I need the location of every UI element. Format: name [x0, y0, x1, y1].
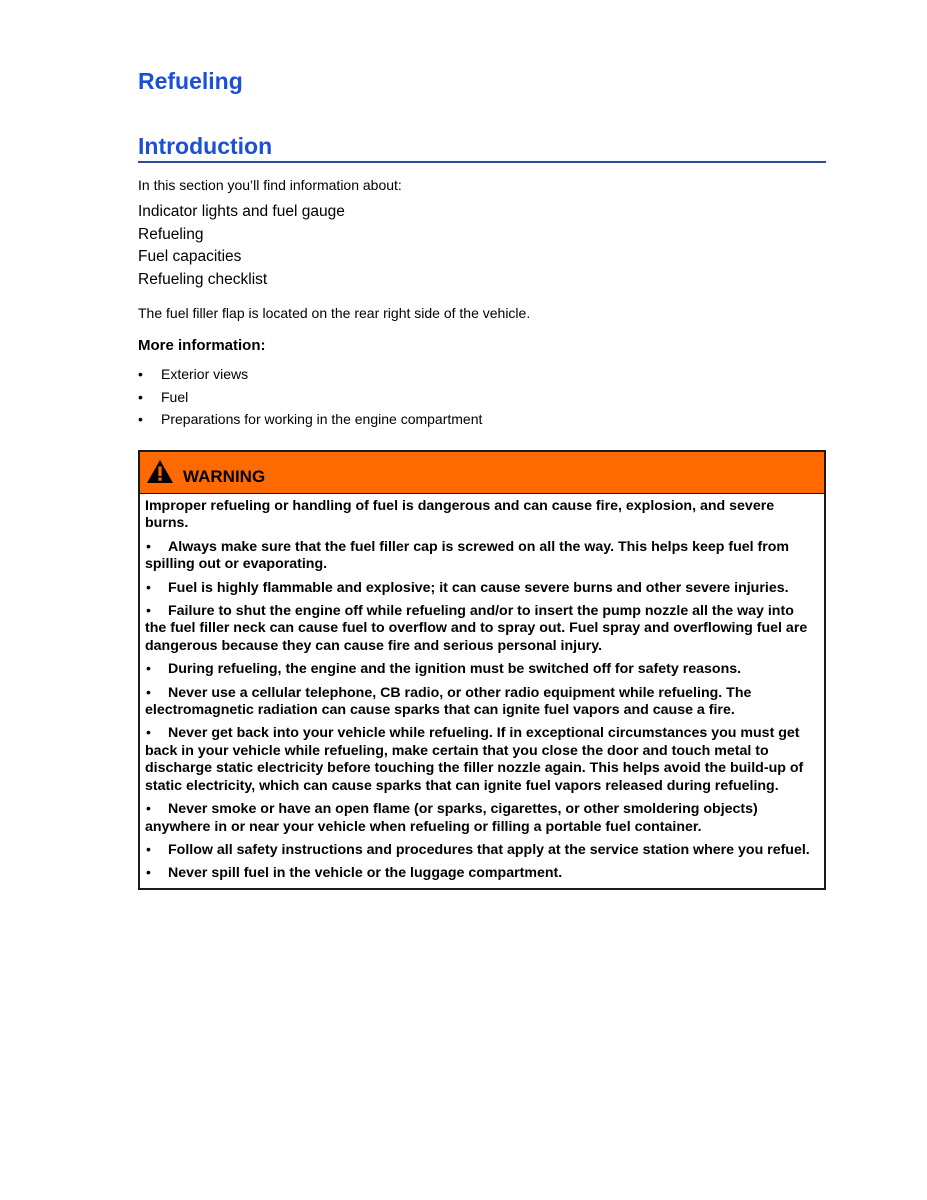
bullet: • [146, 602, 151, 619]
more-information-title: More information: [138, 337, 266, 354]
warning-item-text: Never get back into your vehicle while refueling. If in exceptional circumstances you must get back in your vehicle while refueling, make certain that you close the door and touch metal to discharge static electricity before touching the filler nozzle again. This helps avoid the build-up of static electricity, which can cause sparks that can ignite fuel vapors released during refueling. [145, 725, 804, 794]
warning-item [145, 800, 818, 836]
warning-item-text: Failure to shut the engine off while refueling and/or to insert the pump nozzle all the way into the fuel filler neck can cause fuel to overflow and to spray out. Fuel spray and overflowing fuel are dangerous because they can cause fire and serious personal injury. [145, 603, 808, 654]
warning-item [145, 724, 818, 795]
warning-item [145, 841, 818, 859]
warning-triangle-icon [146, 459, 174, 484]
intro-text: In this section you’ll find information about: [138, 177, 402, 193]
warning-lead: Improper refueling or handling of fuel is dangerous and can cause fire, explosion, and severe burns. [145, 498, 775, 532]
more-information-item-label: Preparations for working in the engine compartment [161, 411, 483, 427]
bullet: • [146, 864, 151, 881]
bullet: • [146, 578, 151, 595]
warning-item-text: Never spill fuel in the vehicle or the luggage compartment. [168, 865, 563, 882]
bullet: • [146, 724, 151, 741]
warning-item [145, 579, 818, 597]
bullet: • [146, 683, 151, 700]
bullet: • [138, 388, 143, 405]
warning-label: WARNING [183, 467, 266, 486]
warning-header [140, 452, 824, 494]
more-information-list [138, 363, 482, 431]
more-information-item-label: Fuel [161, 388, 189, 405]
bullet: • [138, 411, 143, 427]
topic-item[interactable]: Refueling checklist [138, 271, 268, 289]
warning-item-text: During refueling, the engine and the ignition must be switched off for safety reasons. [168, 661, 742, 678]
warning-item-text: Always make sure that the fuel filler cap is screwed on all the way. This helps keep fuel from spilling out or evaporating. [145, 538, 790, 573]
more-information-item-label: Exterior views [161, 366, 249, 382]
warning-item [145, 602, 818, 655]
topic-item[interactable]: Fuel capacities [138, 248, 242, 266]
more-information-item[interactable] [138, 363, 482, 386]
more-information-item[interactable] [138, 408, 482, 431]
warning-item-text: Follow all safety instructions and procedures that apply at the service station where you refuel. [168, 841, 810, 858]
topic-item[interactable]: Indicator lights and fuel gauge [138, 203, 345, 220]
bullet: • [146, 537, 151, 554]
topic-item[interactable]: Refueling [138, 225, 204, 243]
bullet: • [146, 800, 151, 817]
bullet: • [138, 366, 143, 382]
warning-item [145, 660, 818, 678]
chapter-title: Refueling [138, 68, 243, 94]
warning-box [138, 450, 826, 890]
warning-item [145, 538, 818, 574]
warning-item [145, 864, 818, 882]
warning-item-text: Never smoke or have an open flame (or sparks, cigarettes, or other smoldering objects) anywhere in or near your vehicle when refueling or filling a portable fuel container. [145, 801, 758, 835]
bullet: • [146, 840, 151, 857]
more-information-item[interactable] [138, 386, 482, 409]
warning-item [145, 684, 818, 720]
warning-item-text: Never use a cellular telephone, CB radio, or other radio equipment while refueling. The electromagnetic radiation can cause sparks that can ignite fuel vapors and cause a fire. [145, 684, 752, 719]
topic-list [138, 201, 345, 292]
bullet: • [146, 660, 151, 677]
warning-item-text: Fuel is highly flammable and explosive; it can cause severe burns and other severe injuries. [168, 579, 789, 596]
section-title: Introduction [138, 133, 826, 163]
warning-body [140, 494, 824, 888]
filler-flap-text: The fuel filler flap is located on the rear right side of the vehicle. [138, 305, 531, 321]
